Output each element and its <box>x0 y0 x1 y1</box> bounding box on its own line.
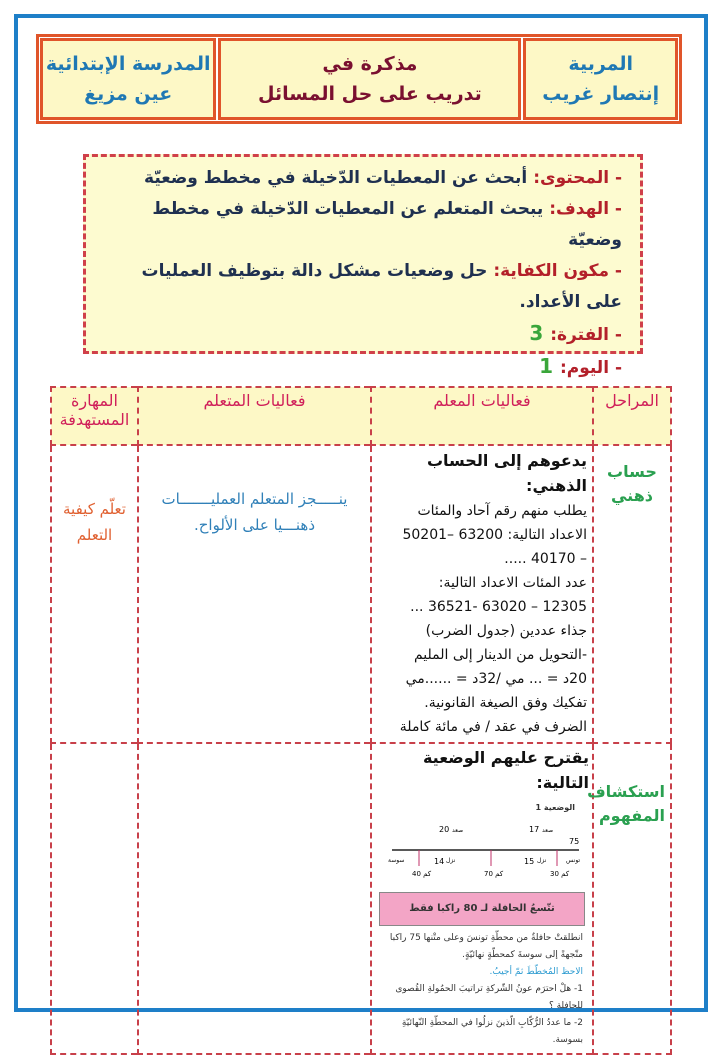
info-period: - الفترة: 3 <box>529 321 622 345</box>
stage-cell: استكشاف المفهوم <box>593 743 671 1054</box>
skill-cell: تعلّم كيفية التعلم <box>51 445 138 743</box>
up-left-word: صعد <box>452 827 464 834</box>
down-right-word: نزل <box>537 857 547 864</box>
header-stages: المراحل <box>593 387 671 445</box>
teacher-activity-cell <box>371 445 593 743</box>
header-learner-activities: فعاليات المتعلم <box>138 387 371 445</box>
school-location: عين مزيغ <box>84 83 173 105</box>
learner-activity-cell <box>138 743 371 1054</box>
route-diagram <box>384 820 589 880</box>
lesson-table <box>50 386 672 1055</box>
table-row <box>51 445 671 743</box>
teacher-label: المربية <box>568 53 634 75</box>
table-header-row <box>51 387 671 445</box>
situation-label: الوضعية 1 <box>535 803 575 812</box>
teacher-activity-cell <box>371 743 593 1054</box>
teacher-activity-line: -التحويل من الدينار إلى المليم <box>413 647 587 663</box>
info-goal: - الهدف: يبحث المتعلم عن المعطيات الدّخيلة في مخطط وضعيّة <box>152 199 622 250</box>
up-right-word: صعد <box>542 827 554 834</box>
header-teacher-activities: فعاليات المعلم <box>371 387 593 445</box>
situation-figure <box>375 796 589 1051</box>
title-line2: تدريب على حل المسائل <box>258 83 482 105</box>
learner-activity-cell: ينـــــجز المتعلم العمليـــــــات ذهنـــيا على الألواح. <box>138 445 371 743</box>
teacher-activity-line: عدد المئات الاعداد التالية: <box>438 575 587 591</box>
title-line1: مذكرة في <box>322 53 418 75</box>
situation-prompt: الاحظ المُخطّطَ ثمّ أجيبُ. <box>489 967 583 977</box>
title-cell <box>218 38 521 120</box>
dist-2: 70 كم <box>484 870 504 878</box>
lesson-info-box <box>83 154 643 378</box>
dist-3: 30 كم <box>550 870 570 878</box>
school-name: المدرسة الإبتدائية <box>45 53 211 75</box>
teacher-activity-line: – 40170 ..... <box>504 551 587 567</box>
teacher-activity-line: يطلب منهم رقم آحاد والمئات <box>417 503 587 519</box>
up-left-value: 20 <box>439 825 450 834</box>
table-row <box>51 743 671 1054</box>
end-city: سوسة <box>388 857 405 864</box>
info-competency: - مكون الكفاية: حل وضعيات مشكل دالة بتوظيف العمليات على الأعداد. <box>141 261 622 312</box>
teacher-activity-line: الضرف في عقد / في مائة كاملة <box>399 719 587 735</box>
start-city: تونس <box>566 857 581 864</box>
teacher-activity-line: جذاء عددين (جدول الضرب) <box>425 623 587 639</box>
teacher-activity-line: 20د = ... مي /32د = ......مي <box>405 671 587 687</box>
down-left-word: نزل <box>446 857 456 864</box>
question-2: 2- ما عددُ الرُّكّابِ الّذينَ نزلُوا في المحطّةِ النّهائيّةِ بسوسة. <box>401 1018 583 1045</box>
dist-1: 40 كم <box>412 870 432 878</box>
header-target-skill: المهارة المستهدفة <box>51 387 138 445</box>
teacher-activity-title: يقترح عليهم الوضعية التالية: <box>422 748 589 792</box>
teacher-activity-line: تفكيك وفق الصيغة القانونية. <box>424 695 587 711</box>
info-content: - المحتوى: أبحث عن المعطيات الدّخيلة في مخطط وضعيّة <box>144 168 622 188</box>
question-1: 1- هلْ احترَم عونُ الشّركةِ تراتيبَ الحمُولةِ القُصوى للحافلة ؟ <box>395 984 583 1011</box>
down-left-value: 14 <box>434 857 445 866</box>
info-day: - اليوم: 1 <box>539 354 622 378</box>
teacher-name: إنتصار غريب <box>542 83 660 105</box>
start-value: 75 <box>569 837 580 846</box>
teacher-cell <box>523 38 678 120</box>
skill-cell <box>51 743 138 1054</box>
capacity-band: تتّسعُ الحافلة لـ 80 راكبا فقط <box>379 892 585 926</box>
teacher-activity-lines <box>377 499 587 739</box>
situation-text: انطلقتْ حافلةٌ من محطّةِ تونسَ وعلى متْنها 75 راكبا متّجهةً إلى سوسةَ كمحطّةٍ نهائيّةٍ. الاحظ المُخطّطَ ثمّ أجيبُ. 1- هلْ احترَم عونُ الشّركةِ تراتيبَ الحمُولةِ القُصوى للحافلة ؟ 2- ما عددُ الرُّكّابِ الّذينَ نزلُوا في المحطّةِ النّهائيّةِ بسوسة. <box>375 928 589 1051</box>
school-cell <box>40 38 216 120</box>
teacher-activity-line: 12305 – 63020 -36521 ... <box>410 599 587 615</box>
teacher-activity-line: الاعداد التالية: 63200 –50201 <box>402 527 587 543</box>
header-table <box>36 34 682 124</box>
teacher-activity-title: يدعوهم إلى الحساب الذهني: <box>426 451 587 495</box>
down-right-value: 15 <box>524 857 535 866</box>
up-right-value: 17 <box>529 825 540 834</box>
stage-cell: حساب ذهني <box>593 445 671 743</box>
